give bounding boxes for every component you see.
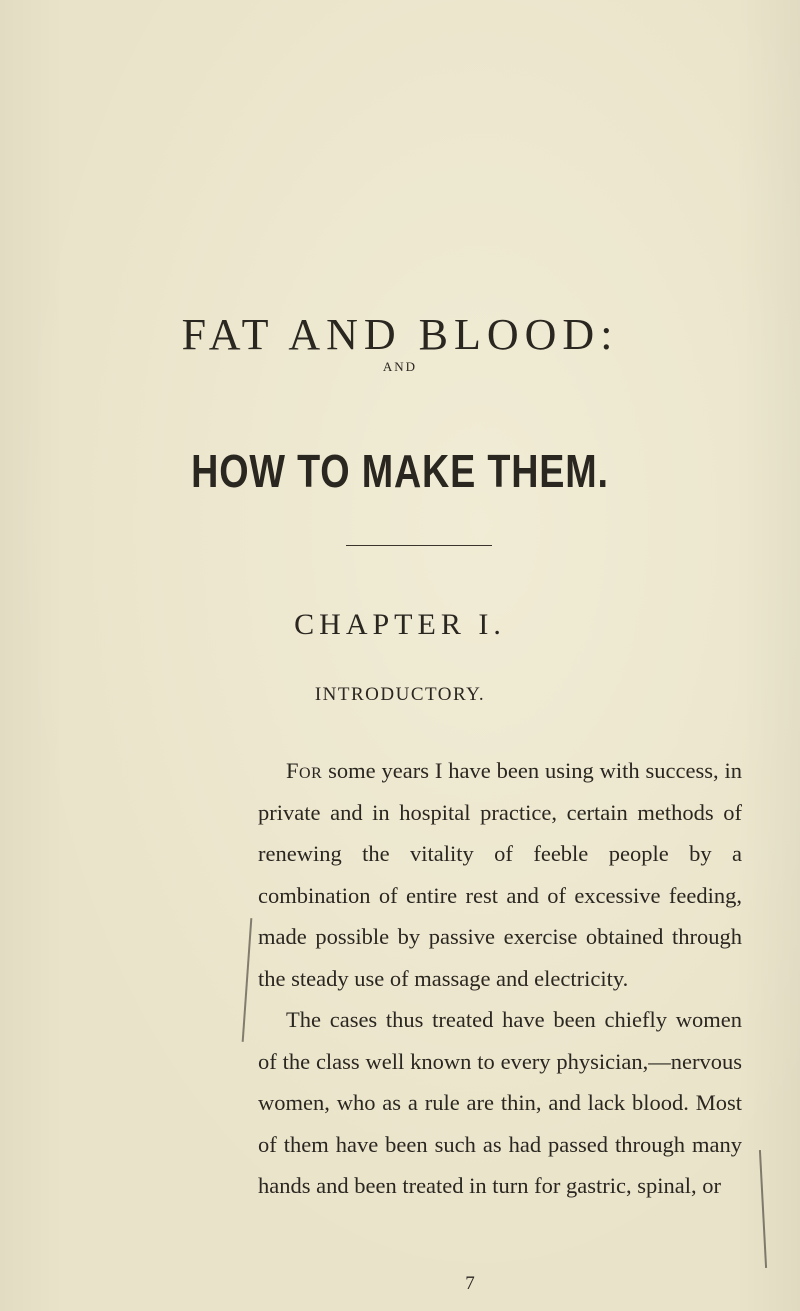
book-title: FAT AND BLOOD: <box>181 310 619 360</box>
margin-mark-left <box>242 918 253 1042</box>
paragraph-text: some years I have been using with success, in private and in hospital practice, certain methods of renewing the vitality of feeble people by a combination of entire rest and of excessive feeding, made possible by passive exercise obtained through the steady use of massage and electricity. <box>258 758 742 991</box>
chapter-heading: CHAPTER I. <box>294 608 506 641</box>
body-text <box>258 750 742 1207</box>
book-subtitle: HOW TO MAKE THEM. <box>191 445 609 498</box>
section-heading: INTRODUCTORY. <box>314 684 486 705</box>
paragraph-text: The cases thus treated have been chiefly women of the class well known to every physician,—nervous women, who as a rule are thin, and lack blood. Most of them have been such as had passed through many hands and been treated in turn for gastric, spinal, or <box>258 1007 742 1198</box>
margin-mark-right <box>759 1150 767 1268</box>
paragraph-lead: For <box>286 758 323 783</box>
paragraph <box>258 999 742 1207</box>
title-divider <box>346 545 492 546</box>
title-connector: AND <box>382 359 418 374</box>
paragraph <box>258 750 742 999</box>
page-number: 7 <box>465 1273 475 1294</box>
